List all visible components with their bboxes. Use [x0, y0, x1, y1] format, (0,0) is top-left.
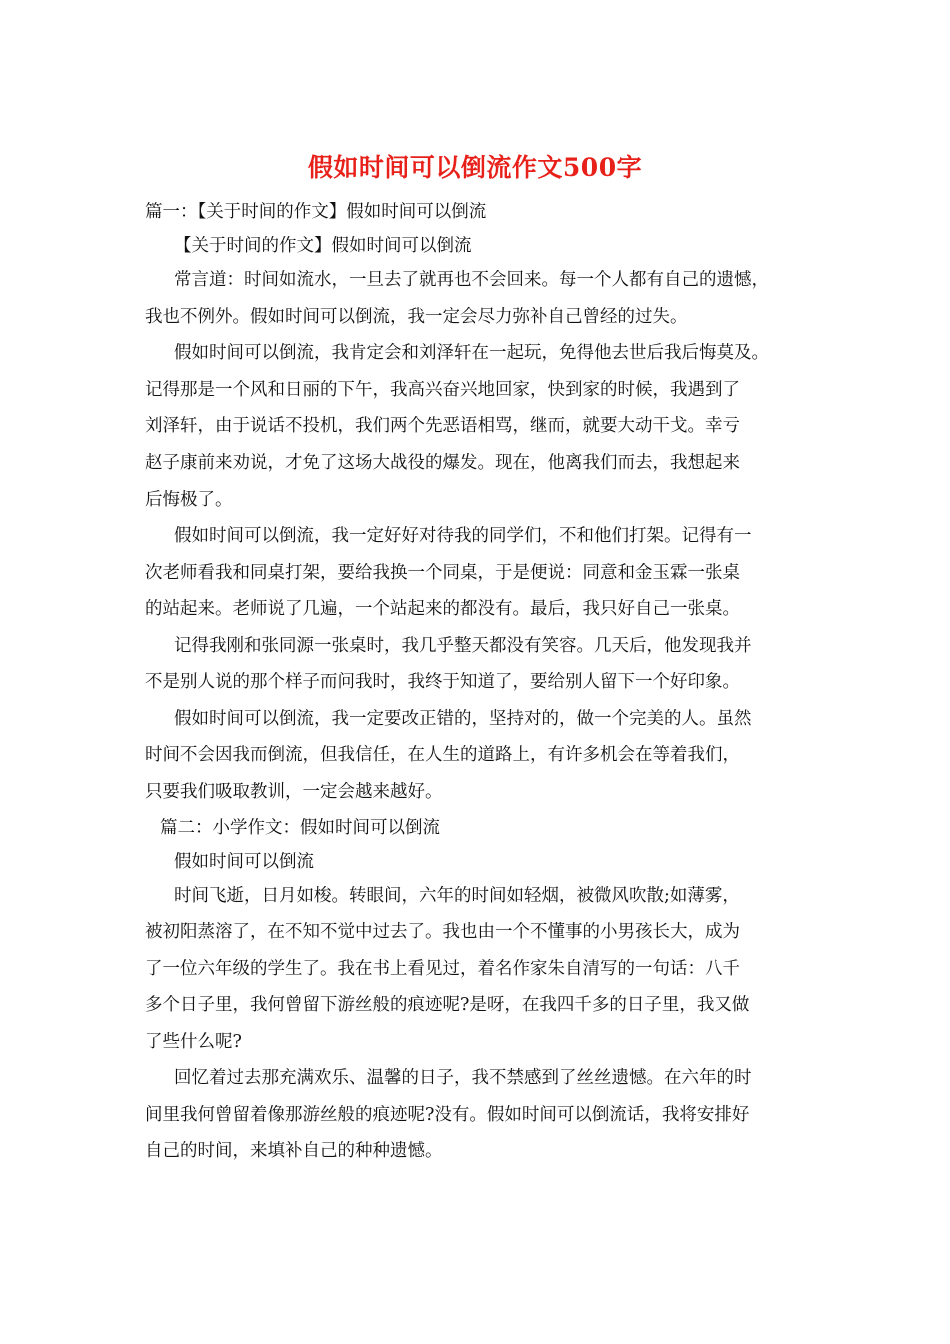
paragraph-line: 了一位六年级的学生了。我在书上看见过，着名作家朱自清写的一句话：八千 — [145, 959, 740, 979]
paragraph-line: 次老师看我和同桌打架，要给我换一个同桌，于是便说：同意和金玉霖一张桌 — [145, 563, 740, 583]
paragraph-line: 多个日子里，我何曾留下游丝般的痕迹呢?是呀，在我四千多的日子里，我又做 — [145, 995, 750, 1015]
paragraph-line: 间里我何曾留着像那游丝般的痕迹呢?没有。假如时间可以倒流话，我将安排好 — [145, 1105, 750, 1125]
paragraph-line: 我也不例外。假如时间可以倒流，我一定会尽力弥补自己曾经的过失。 — [145, 307, 688, 327]
paragraph-line: 假如时间可以倒流，我肯定会和刘泽轩在一起玩，免得他去世后我后悔莫及。 — [174, 343, 769, 363]
sub-heading: 【关于时间的作文】假如时间可以倒流 — [174, 236, 472, 256]
paragraph-line: 回忆着过去那充满欢乐、温馨的日子，我不禁感到了丝丝遗憾。在六年的时 — [174, 1068, 752, 1088]
paragraph-line: 被初阳蒸溶了，在不知不觉中过去了。我也由一个不懂事的小男孩长大，成为 — [145, 922, 740, 942]
paragraph-line: 赵子康前来劝说，才免了这场大战役的爆发。现在，他离我们而去，我想起来 — [145, 453, 740, 473]
section-heading: 篇一：【关于时间的作文】假如时间可以倒流 — [145, 202, 487, 222]
paragraph-line: 刘泽轩，由于说话不投机，我们两个先恶语相骂，继而，就要大动干戈。幸亏 — [145, 416, 740, 436]
paragraph-line: 了些什么呢? — [145, 1032, 242, 1052]
paragraph-line: 记得那是一个风和日丽的下午，我高兴奋兴地回家，快到家的时候，我遇到了 — [145, 380, 740, 400]
paragraph-line: 记得我刚和张同源一张桌时，我几乎整天都没有笑容。几天后，他发现我并 — [174, 636, 752, 656]
paragraph-line: 常言道：时间如流水，一旦去了就再也不会回来。每一个人都有自己的遗憾， — [174, 270, 769, 290]
document-title: 假如时间可以倒流作文500字 — [307, 153, 643, 182]
paragraph-line: 自己的时间，来填补自己的种种遗憾。 — [145, 1141, 443, 1161]
paragraph-line: 假如时间可以倒流，我一定好好对待我的同学们，不和他们打架。记得有一 — [174, 526, 752, 546]
sub-heading: 假如时间可以倒流 — [174, 852, 314, 872]
paragraph-line: 不是别人说的那个样子而问我时，我终于知道了，要给别人留下一个好印象。 — [145, 672, 740, 692]
paragraph-line: 时间飞逝，日月如梭。转眼间，六年的时间如轻烟，被微风吹散;如薄雾， — [174, 886, 740, 906]
paragraph-line: 假如时间可以倒流，我一定要改正错的，坚持对的，做一个完美的人。虽然 — [174, 709, 752, 729]
section-heading: 篇二：小学作文：假如时间可以倒流 — [160, 818, 440, 838]
paragraph-line: 后悔极了。 — [145, 490, 233, 510]
paragraph-line: 的站起来。老师说了几遍，一个站起来的都没有。最后，我只好自己一张桌。 — [145, 599, 740, 619]
paragraph-line: 时间不会因我而倒流，但我信任，在人生的道路上，有许多机会在等着我们， — [145, 745, 740, 765]
paragraph-line: 只要我们吸取教训，一定会越来越好。 — [145, 782, 443, 802]
